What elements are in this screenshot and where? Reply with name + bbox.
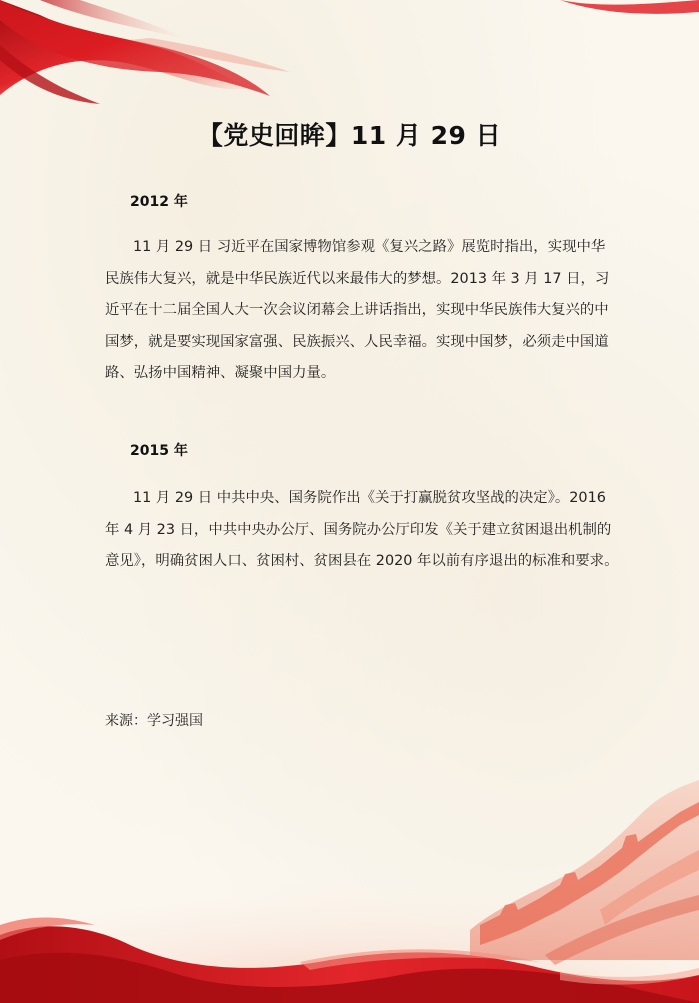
section-year-2015: 2015 年 xyxy=(130,443,188,459)
paragraph-line: 11 月 29 日 中共中央、国务院作出《关于打赢脱贫攻坚战的决定》。2016 xyxy=(133,490,606,506)
paragraph-line: 路、弘扬中国精神、凝聚中国力量。 xyxy=(105,365,336,382)
paragraph-line: 民族伟大复兴，就是中华民族近代以来最伟大的梦想。2013 年 3 月 17 日，习 xyxy=(105,270,610,287)
source-credit: 来源：学习强国 xyxy=(105,713,203,729)
paragraph-line: 年 4 月 23 日，中共中央办公厅、国务院办公厅印发《关于建立贫困退出机制的 xyxy=(105,521,612,538)
paragraph-line: 11 月 29 日 习近平在国家博物馆参观《复兴之路》展览时指出，实现中华 xyxy=(133,239,606,255)
section-paragraph-2012 xyxy=(105,232,610,390)
paragraph-line: 意见》，明确贫困人口、贫困村、贫困县在 2020 年以前有序退出的标准和要求。 xyxy=(105,553,619,570)
paragraph-line: 国梦，就是要实现国家富强、民族振兴、人民幸福。实现中国梦，必须走中国道 xyxy=(105,333,609,350)
page-title: 【党史回眸】11 月 29 日 xyxy=(197,121,502,150)
section-paragraph-2015 xyxy=(105,483,619,578)
paragraph-line: 近平在十二届全国人大一次会议闭幕会上讲话指出，实现中华民族伟大复兴的中 xyxy=(105,302,609,319)
section-year-2012: 2012 年 xyxy=(130,194,188,210)
